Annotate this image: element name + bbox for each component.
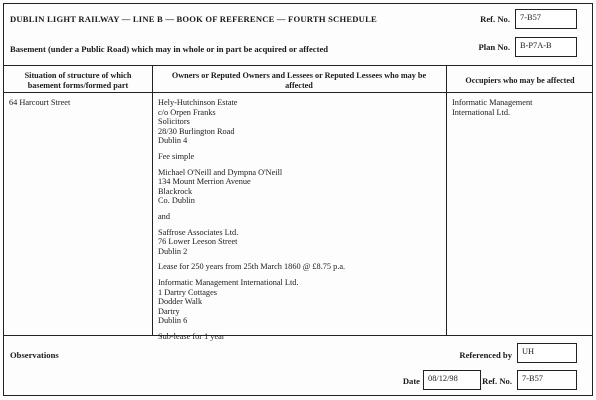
footer-ref-no-label: Ref. No. (482, 376, 512, 386)
owner-entry-line: 28/30 Burlington Road (158, 126, 235, 136)
owner-entry-line: Dartry (158, 306, 180, 316)
ref-no-label: Ref. No. (480, 14, 510, 24)
table-top-rule (3, 65, 593, 66)
owner-entry-line: 1 Dartry Cottages (158, 287, 217, 297)
date-label: Date (402, 376, 420, 386)
document-title: DUBLIN LIGHT RAILWAY — LINE B — BOOK OF REFERENCE — FOURTH SCHEDULE (10, 14, 377, 24)
owner-entry (158, 98, 442, 146)
owner-entry (158, 332, 442, 342)
owner-entry-line: and (158, 211, 170, 221)
owner-entry (158, 262, 442, 272)
owner-entry-line: Fee simple (158, 151, 195, 161)
observations-label: Observations (10, 350, 59, 360)
occupiers-cell: Informatic Management International Ltd. (452, 98, 533, 117)
document-subtitle: Basement (under a Public Road) which may in whole or in part be acquired or affected (10, 44, 329, 54)
plan-no-value: B-P7A-B (515, 37, 577, 57)
column-header-situation: Situation of structure of which basement forms/formed part (24, 71, 132, 90)
owner-entry-line: Informatic Management International Ltd. (158, 277, 299, 287)
plan-no-label: Plan No. (478, 42, 510, 52)
owner-entry-line: Co. Dublin (158, 196, 195, 206)
referenced-by-label: Referenced by (459, 350, 512, 360)
owner-entry-line: Lease for 250 years from 25th March 1860 @ £8.75 p.a. (158, 262, 346, 272)
owner-entry-line: Solicitors (158, 117, 190, 127)
referenced-by-value: UH (517, 343, 577, 363)
owner-entry-line: Saffrose Associates Ltd. (158, 227, 239, 237)
table-header-rule (3, 92, 593, 93)
owner-entry (158, 228, 442, 257)
owner-entry-line: Dublin 2 (158, 246, 188, 256)
date-value: 08/12/98 (423, 370, 481, 390)
owner-entry-line: 76 Lower Leeson Street (158, 237, 238, 247)
owner-entry (158, 212, 442, 222)
owner-entry-line: c/o Orpen Franks (158, 107, 216, 117)
owner-entry-line: Dublin 4 (158, 136, 188, 146)
column-header-occupiers: Occupiers who may be affected (465, 76, 575, 85)
column-divider-1 (152, 65, 153, 335)
owners-cell (158, 98, 442, 347)
owner-entry (158, 278, 442, 326)
column-divider-2 (446, 65, 447, 335)
owner-entry (158, 152, 442, 162)
owner-entry-line: Dublin 6 (158, 316, 188, 326)
owner-entry (158, 168, 442, 206)
situation-cell: 64 Harcourt Street (9, 98, 71, 107)
owner-entry-line: Sub-lease for 1 year (158, 331, 225, 341)
owner-entry-line: Hely-Hutchinson Estate (158, 98, 238, 107)
owner-entry-line: Michael O'Neill and Dympna O'Neill (158, 167, 283, 177)
owner-entry-line: Dodder Walk (158, 297, 203, 307)
ref-no-value: 7-B57 (515, 9, 577, 29)
owner-entry-line: Blackrock (158, 186, 193, 196)
owner-entry-line: 134 Mount Merrion Avenue (158, 177, 251, 187)
footer-ref-no-value: 7-B57 (517, 370, 577, 390)
column-header-owners: Owners or Reputed Owners and Lessees or Reputed Lessees who may be affected (171, 71, 427, 90)
